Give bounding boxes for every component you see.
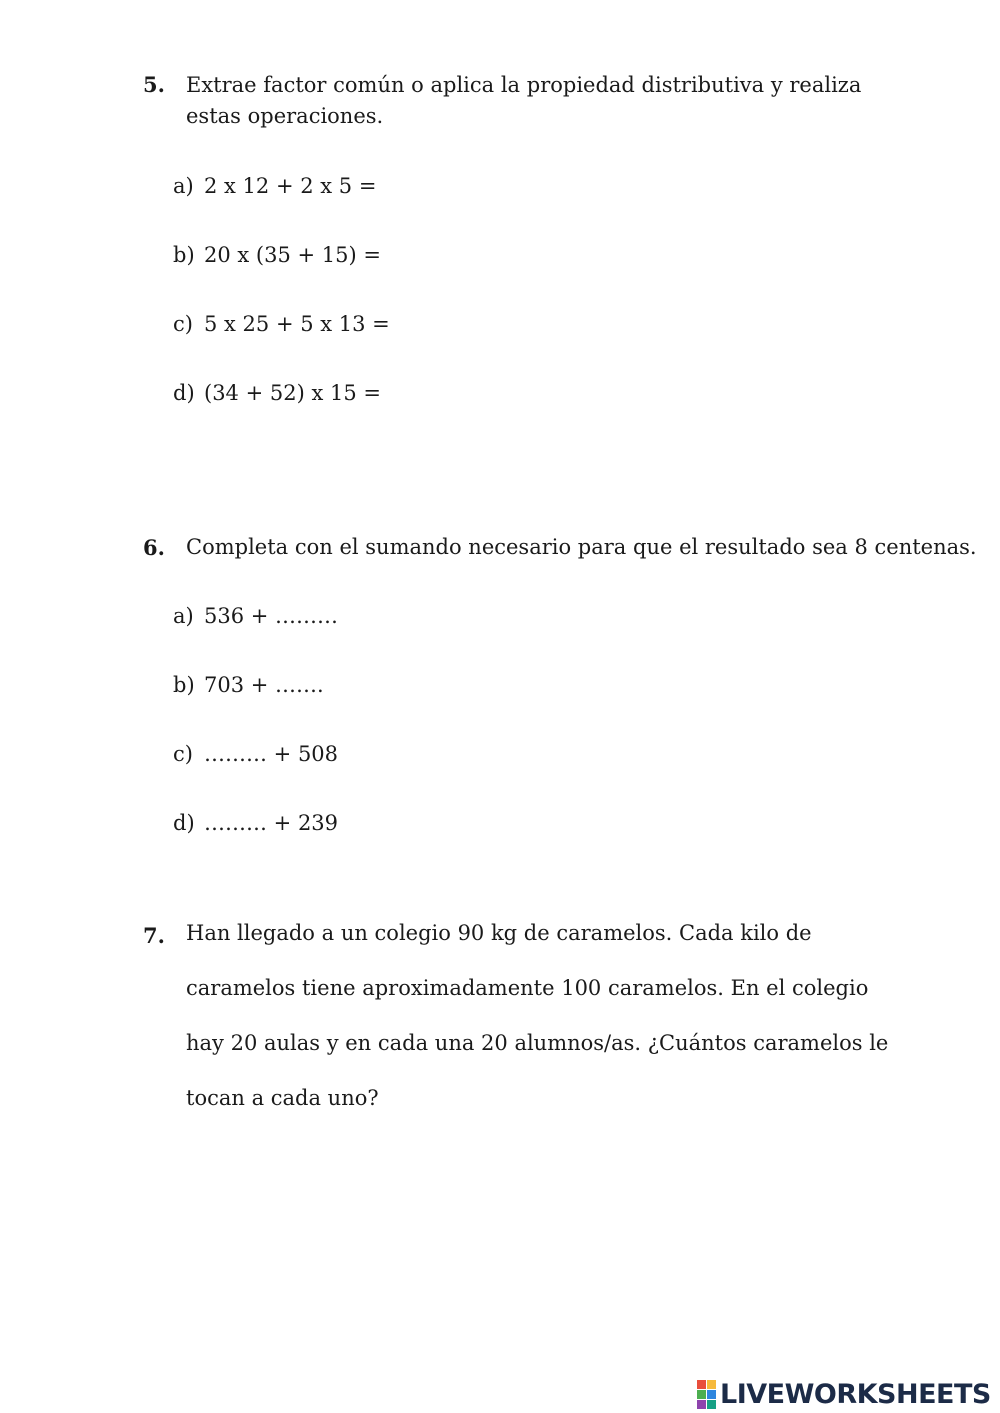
exercise-item xyxy=(173,174,376,198)
question-number: 7. xyxy=(143,923,165,948)
exercise-item xyxy=(173,742,338,766)
question-text-line-2: estas operaciones. xyxy=(186,104,384,128)
answer-blank[interactable]: ……… + 239 xyxy=(204,811,339,835)
question-text-line: Han llegado a un colegio 90 kg de caramelos. Cada kilo de xyxy=(186,921,812,945)
item-text: 5 x 25 + 5 x 13 = xyxy=(204,312,390,336)
item-text: (34 + 52) x 15 = xyxy=(204,381,381,405)
exercise-item xyxy=(173,312,390,336)
item-text: 2 x 12 + 2 x 5 = xyxy=(204,174,377,198)
item-label: b) xyxy=(173,673,195,697)
question-text: Completa con el sumando necesario para que el resultado sea 8 centenas. xyxy=(186,535,977,559)
item-label: c) xyxy=(173,312,193,336)
question-text-line-1: Extrae factor común o aplica la propiedad distributiva y realiza xyxy=(186,73,862,97)
answer-blank[interactable]: ……… + 508 xyxy=(204,742,339,766)
item-label: a) xyxy=(173,604,194,628)
item-label: c) xyxy=(173,742,193,766)
question-text-line: caramelos tiene aproximadamente 100 caramelos. En el colegio xyxy=(186,976,869,1000)
item-label: b) xyxy=(173,243,195,267)
item-label: d) xyxy=(173,381,195,405)
exercise-item xyxy=(173,673,324,697)
answer-blank[interactable]: 703 + ……. xyxy=(204,673,324,697)
question-text-line: hay 20 aulas y en cada una 20 alumnos/as. ¿Cuántos caramelos le xyxy=(186,1031,889,1055)
question-number: 5. xyxy=(143,72,165,97)
item-label: a) xyxy=(173,174,194,198)
logo-mark-icon xyxy=(697,1380,716,1409)
logo-text: LIVEWORKSHEETS xyxy=(720,1378,991,1410)
answer-blank[interactable]: 536 + ……… xyxy=(204,604,339,628)
question-number: 6. xyxy=(143,535,165,560)
exercise-item xyxy=(173,604,338,628)
exercise-item xyxy=(173,811,338,835)
item-text: 20 x (35 + 15) = xyxy=(204,243,381,267)
question-text-line: tocan a cada uno? xyxy=(186,1086,379,1110)
liveworksheets-logo xyxy=(697,1377,991,1411)
exercise-item xyxy=(173,243,381,267)
item-label: d) xyxy=(173,811,195,835)
exercise-item xyxy=(173,381,381,405)
